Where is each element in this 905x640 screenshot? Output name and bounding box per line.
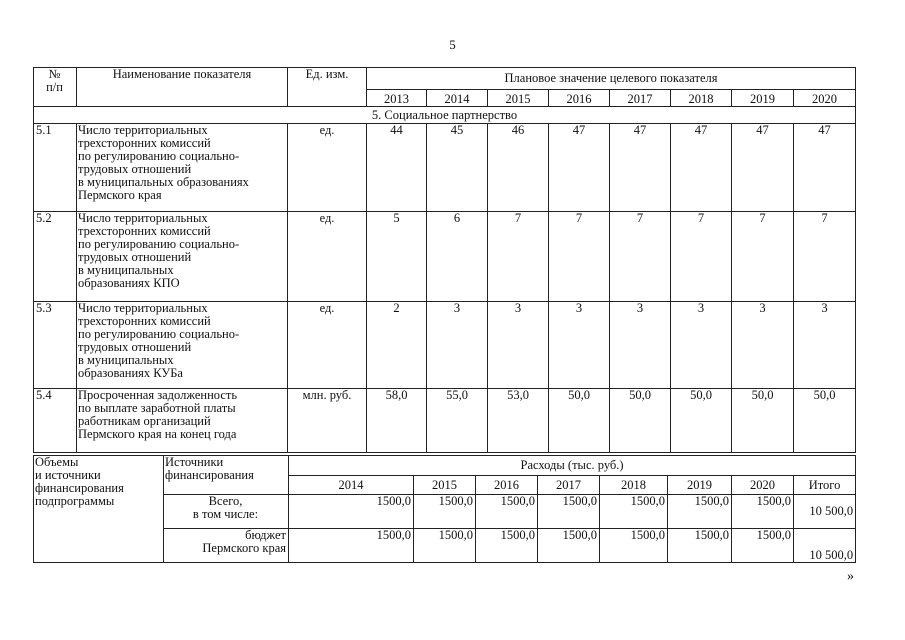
amount: 1500,0 bbox=[668, 529, 732, 563]
total-amount: 10 500,0 bbox=[794, 495, 856, 529]
source-name: Всего, в том числе: bbox=[164, 495, 289, 529]
header-unit: Ед. изм. bbox=[288, 68, 367, 107]
row-value: 7 bbox=[610, 212, 671, 302]
amount: 1500,0 bbox=[600, 495, 668, 529]
row-value: 47 bbox=[794, 124, 856, 212]
closing-quote-mark: » bbox=[847, 569, 854, 584]
row-name: Число территориальных трехсторонних комиссий по регулированию социально- трудовых отношений в муниципальных образованиях КУБа bbox=[77, 302, 288, 389]
year-header: 2015 bbox=[414, 476, 476, 495]
row-name: Просроченная задолженность по выплате заработной платы работникам организаций Пермского края на конец года bbox=[77, 389, 288, 453]
row-value: 50,0 bbox=[549, 389, 610, 453]
amount: 1500,0 bbox=[476, 495, 538, 529]
year-header: 2014 bbox=[427, 90, 488, 107]
row-value: 7 bbox=[732, 212, 794, 302]
row-unit: ед. bbox=[288, 302, 367, 389]
header-indicator-name: Наименование показателя bbox=[77, 68, 288, 107]
year-header: 2020 bbox=[794, 90, 856, 107]
row-value: 3 bbox=[488, 302, 549, 389]
row-value: 7 bbox=[488, 212, 549, 302]
section-title: 5. Социальное партнерство bbox=[34, 107, 856, 124]
row-value: 58,0 bbox=[367, 389, 427, 453]
row-value: 50,0 bbox=[671, 389, 732, 453]
row-value: 47 bbox=[732, 124, 794, 212]
year-header: 2019 bbox=[668, 476, 732, 495]
total-header: Итого bbox=[794, 476, 856, 495]
header-number: № п/п bbox=[34, 68, 77, 107]
row-value: 50,0 bbox=[732, 389, 794, 453]
amount: 1500,0 bbox=[414, 495, 476, 529]
row-value: 2 bbox=[367, 302, 427, 389]
amount: 1500,0 bbox=[289, 495, 414, 529]
year-header: 2013 bbox=[367, 90, 427, 107]
year-header: 2019 bbox=[732, 90, 794, 107]
source-name: бюджет Пермского края bbox=[164, 529, 289, 563]
year-header: 2018 bbox=[600, 476, 668, 495]
total-amount: 10 500,0 bbox=[794, 529, 856, 563]
year-header: 2016 bbox=[549, 90, 610, 107]
amount: 1500,0 bbox=[476, 529, 538, 563]
amount: 1500,0 bbox=[289, 529, 414, 563]
row-value: 46 bbox=[488, 124, 549, 212]
expenses-header: Расходы (тыс. руб.) bbox=[289, 456, 856, 476]
row-unit: ед. bbox=[288, 212, 367, 302]
indicators-table bbox=[33, 67, 856, 453]
row-value: 7 bbox=[671, 212, 732, 302]
row-value: 44 bbox=[367, 124, 427, 212]
year-header: 2016 bbox=[476, 476, 538, 495]
row-unit: млн. руб. bbox=[288, 389, 367, 453]
row-number: 5.1 bbox=[34, 124, 77, 212]
amount: 1500,0 bbox=[668, 495, 732, 529]
row-unit: ед. bbox=[288, 124, 367, 212]
row-value: 3 bbox=[549, 302, 610, 389]
amount: 1500,0 bbox=[732, 529, 794, 563]
amount: 1500,0 bbox=[414, 529, 476, 563]
row-value: 3 bbox=[427, 302, 488, 389]
row-value: 5 bbox=[367, 212, 427, 302]
row-value: 47 bbox=[671, 124, 732, 212]
row-number: 5.2 bbox=[34, 212, 77, 302]
financing-table bbox=[33, 455, 856, 563]
row-number: 5.4 bbox=[34, 389, 77, 453]
row-name: Число территориальных трехсторонних комиссий по регулированию социально- трудовых отношений в муниципальных образованиях КПО bbox=[77, 212, 288, 302]
row-value: 3 bbox=[732, 302, 794, 389]
amount: 1500,0 bbox=[732, 495, 794, 529]
header-plan-value: Плановое значение целевого показателя bbox=[367, 68, 856, 90]
amount: 1500,0 bbox=[538, 529, 600, 563]
row-value: 45 bbox=[427, 124, 488, 212]
year-header: 2014 bbox=[289, 476, 414, 495]
row-value: 7 bbox=[794, 212, 856, 302]
row-value: 6 bbox=[427, 212, 488, 302]
table-row bbox=[34, 302, 856, 389]
sources-header: Источники финансирования bbox=[164, 456, 289, 495]
amount: 1500,0 bbox=[600, 529, 668, 563]
row-value: 47 bbox=[610, 124, 671, 212]
page-number: 5 bbox=[449, 37, 456, 52]
year-header: 2017 bbox=[538, 476, 600, 495]
table-row bbox=[34, 124, 856, 212]
year-header: 2018 bbox=[671, 90, 732, 107]
year-header: 2017 bbox=[610, 90, 671, 107]
row-value: 53,0 bbox=[488, 389, 549, 453]
financing-label: Объемы и источники финансирования подпрограммы bbox=[34, 456, 164, 563]
row-value: 3 bbox=[671, 302, 732, 389]
row-value: 50,0 bbox=[610, 389, 671, 453]
row-value: 50,0 bbox=[794, 389, 856, 453]
row-value: 3 bbox=[794, 302, 856, 389]
year-header: 2015 bbox=[488, 90, 549, 107]
amount: 1500,0 bbox=[538, 495, 600, 529]
table-row bbox=[34, 212, 856, 302]
table-row bbox=[34, 389, 856, 453]
row-value: 55,0 bbox=[427, 389, 488, 453]
row-value: 3 bbox=[610, 302, 671, 389]
row-number: 5.3 bbox=[34, 302, 77, 389]
year-header: 2020 bbox=[732, 476, 794, 495]
row-value: 47 bbox=[549, 124, 610, 212]
row-value: 7 bbox=[549, 212, 610, 302]
row-name: Число территориальных трехсторонних комиссий по регулированию социально- трудовых отношений в муниципальных образованиях Пермского края bbox=[77, 124, 288, 212]
